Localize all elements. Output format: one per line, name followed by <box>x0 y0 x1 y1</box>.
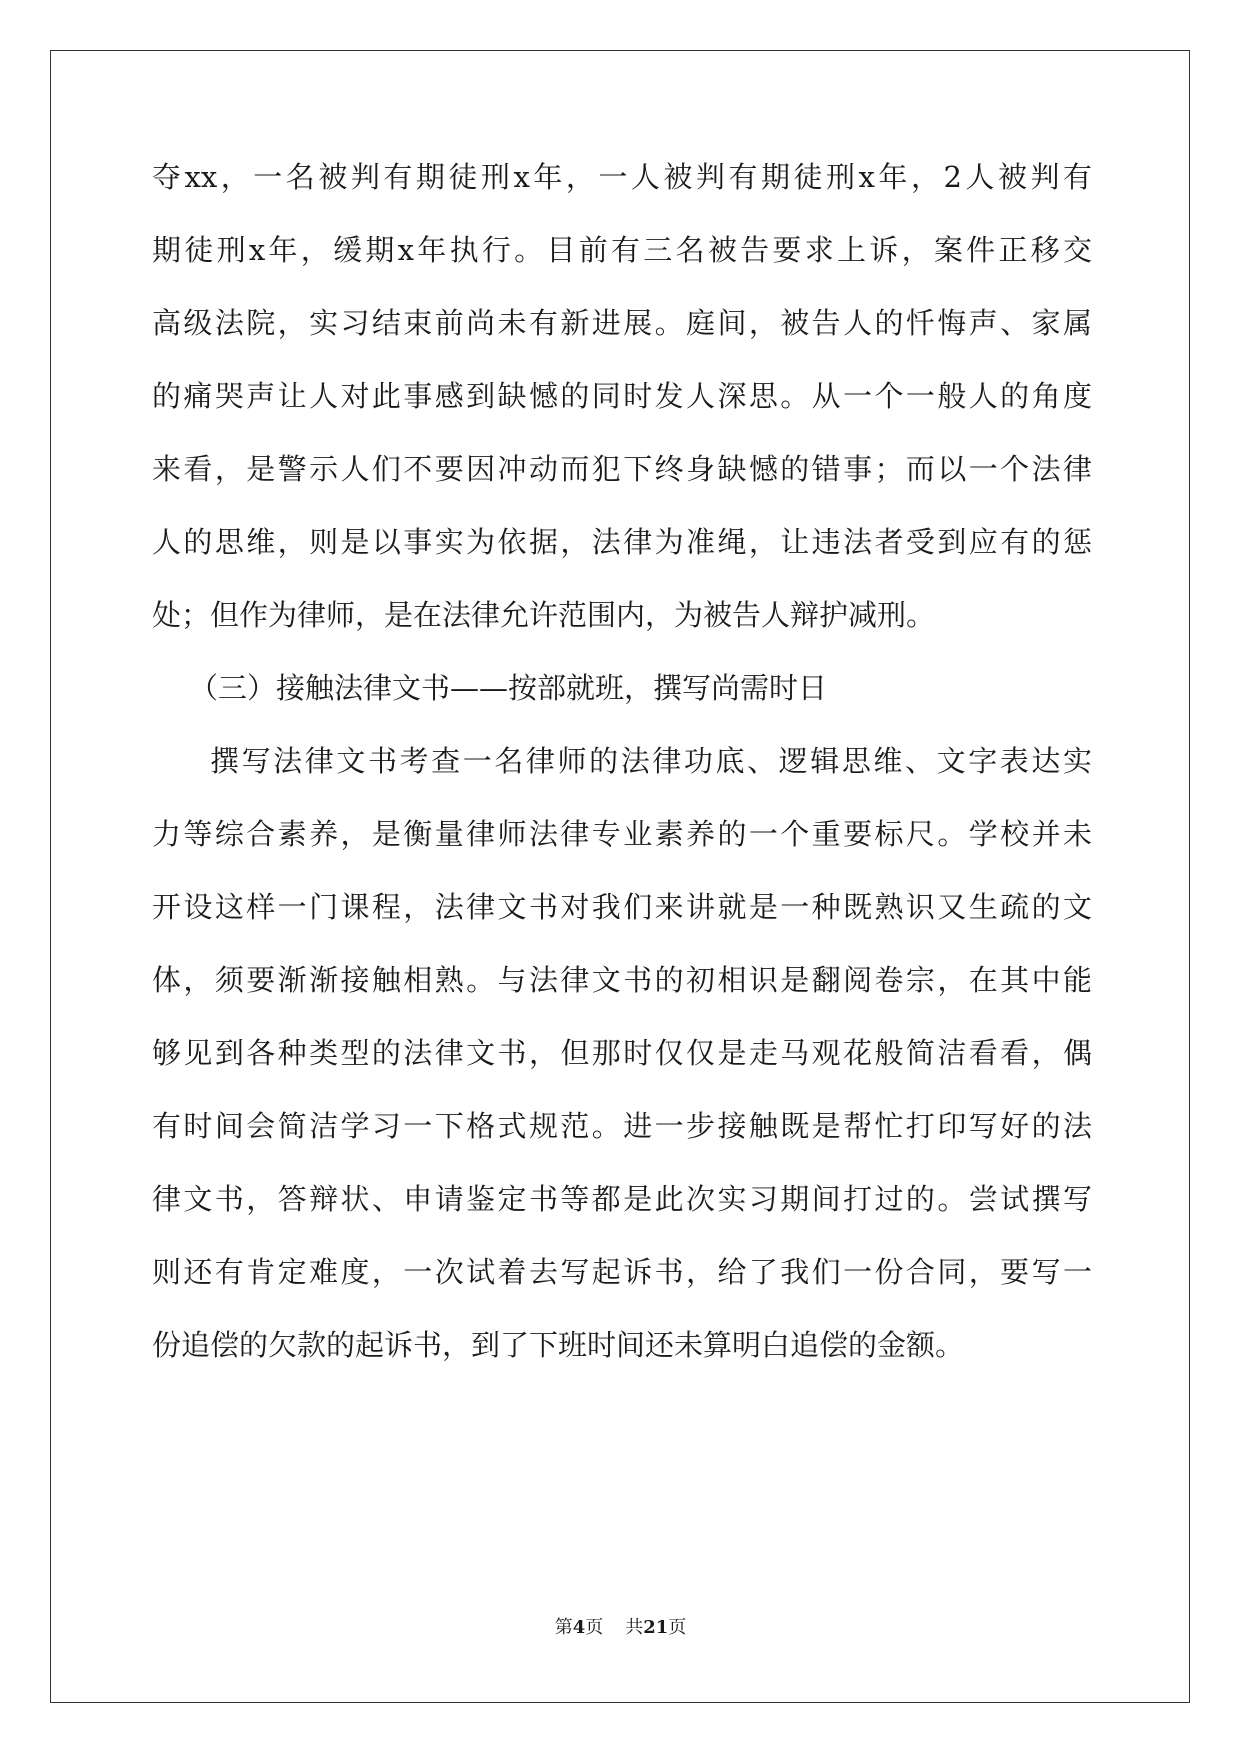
text-line: 的痛哭声让人对此事感到缺憾的同时发人深思。从一个一般人的角度 <box>152 379 1092 413</box>
text-line: 律文书，答辩状、申请鉴定书等都是此次实习期间打过的。尝试撰写 <box>152 1182 1092 1216</box>
text-line: 人的思维，则是以事实为依据，法律为准绳，让违法者受到应有的惩 <box>152 525 1092 559</box>
page-footer <box>0 1616 1241 1640</box>
page-number: 4 <box>572 1617 586 1638</box>
total-suffix: 页 <box>668 1617 687 1638</box>
page-suffix: 页 <box>585 1617 604 1638</box>
page-total: 21 <box>643 1617 669 1638</box>
text-line: 力等综合素养，是衡量律师法律专业素养的一个重要标尺。学校并未 <box>152 817 1092 851</box>
text-line: 来看，是警示人们不要因冲动而犯下终身缺憾的错事；而以一个法律 <box>152 452 1092 486</box>
text-line: 开设这样一门课程，法律文书对我们来讲就是一种既熟识又生疏的文 <box>152 890 1092 924</box>
text-line: 体，须要渐渐接触相熟。与法律文书的初相识是翻阅卷宗，在其中能 <box>152 963 1092 997</box>
text-line: 则还有肯定难度，一次试着去写起诉书，给了我们一份合同，要写一 <box>152 1255 1092 1289</box>
text-line: 份追偿的欠款的起诉书，到了下班时间还未算明白追偿的金额。 <box>152 1328 965 1362</box>
text-line: 期徒刑x年，缓期x年执行。目前有三名被告要求上诉，案件正移交 <box>152 233 1092 267</box>
section-heading: （三）接触法律文书——按部就班，撰写尚需时日 <box>189 671 828 705</box>
total-prefix: 共 <box>625 1617 644 1638</box>
text-line: 夺xx，一名被判有期徒刑x年，一人被判有期徒刑x年，2人被判有 <box>152 160 1092 194</box>
text-line: 高级法院，实习结束前尚未有新进展。庭间，被告人的忏悔声、家属 <box>152 306 1092 340</box>
page-prefix: 第 <box>554 1617 573 1638</box>
page-border <box>50 50 1190 1703</box>
text-line: 有时间会简洁学习一下格式规范。进一步接触既是帮忙打印写好的法 <box>152 1109 1092 1143</box>
text-line: 处；但作为律师，是在法律允许范围内，为被告人辩护减刑。 <box>152 598 936 632</box>
paragraph-first-line: 撰写法律文书考查一名律师的法律功底、逻辑思维、文字表达实 <box>210 744 1092 778</box>
text-line: 够见到各种类型的法律文书，但那时仅仅是走马观花般简洁看看，偶 <box>152 1036 1092 1070</box>
